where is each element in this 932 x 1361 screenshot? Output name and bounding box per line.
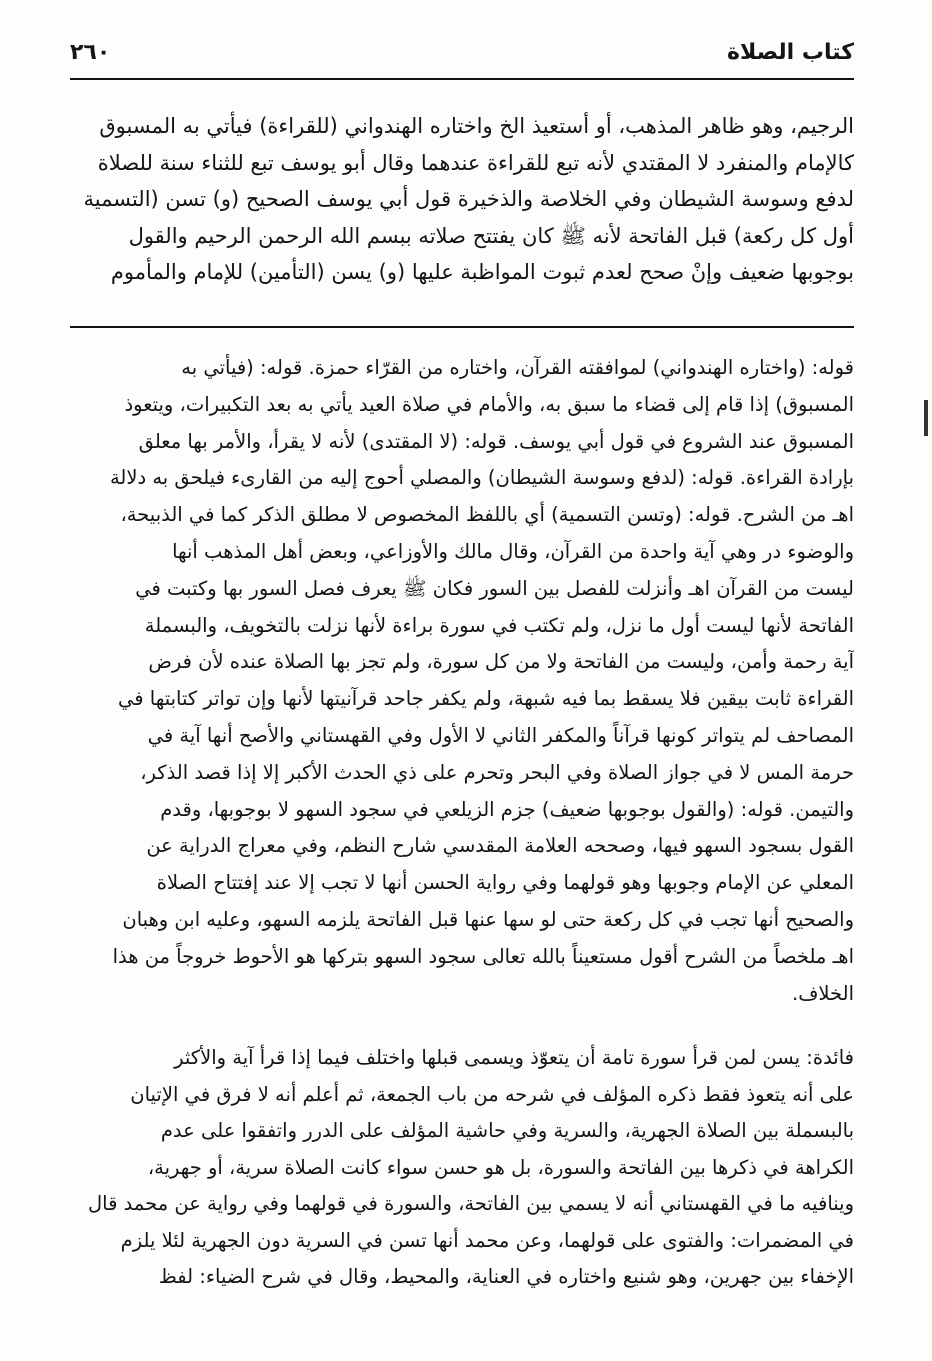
commentary-line: والوضوء در وهي آية واحدة من القرآن، وقال مالك والأوزاعي، وبعض أهل المذهب أنها (172, 539, 854, 563)
commentary-line: المسبوق عند الشروع في قول أبي يوسف. قوله: (لا المقتدى) لأنه لا يقرأ، والأمر بها معلق (138, 429, 854, 453)
commentary-line: اهـ من الشرح. قوله: (وتسن التسمية) أي باللفظ المخصوص لا مطلق الذكر كما في الذبيحة، (120, 503, 854, 527)
main-text (70, 108, 854, 291)
note-line: الإخفاء بين جهرين، وهو شنيع واختاره في العناية، والمحيط، وقال في شرح الضياء: لفظ (158, 1265, 854, 1288)
commentary-line: اهـ ملخصاً من الشرح أقول مستعيناً بالله تعالى سجود السهو بتركها هو الأحوط خروجاً من هذا (112, 944, 854, 968)
chapter-title: كتاب الصلاة (727, 40, 854, 65)
section-divider (70, 326, 854, 328)
commentary-line: الخلاف. (792, 981, 854, 1005)
note-line: فائدة: يسن لمن قرأ سورة تامة أن يتعوّذ ويسمى قبلها واختلف فيما إذا قرأ آية والأكثر (174, 1046, 854, 1069)
main-line: لدفع وسوسة الشيطان وفي الخلاصة والذخيرة قول أبي يوسف الصحيح (و) تسن (التسمية (83, 187, 854, 211)
note-line: الكراهة في ذكرها بين الفاتحة والسورة، بل هو حسن سواء كانت الصلاة سرية، أو جهرية، (147, 1155, 854, 1179)
page-number: ٢٦٠ (70, 40, 111, 65)
commentary-line: المعلي عن الإمام وجوبها وهو قولهما وفي رواية الحسن أنها لا تجب إلا عند إفتتاح الصلاة (156, 871, 854, 895)
commentary-text (70, 350, 854, 1012)
main-line: أول كل ركعة) قبل الفاتحة لأنه ﷺ كان يفتتح صلاته ببسم الله الرحمن الرحيم والقول (128, 223, 854, 248)
commentary-line: قوله: (واختاره الهندواني) لموافقته القرآن، واختاره من القرّاء حمزة. قوله: (فيأتي به (181, 356, 854, 379)
note-text (70, 1040, 854, 1296)
commentary-line: الفاتحة لأنها ليست أول ما نزل، ولم تكتب في سورة براءة لأنها نزلت بالتخويف، والبسملة (144, 613, 854, 637)
commentary-line: والصحيح أنها تجب في كل ركعة حتى لو سها عنها قبل الفاتحة يلزمه السهو، وعليه ابن وهبان (122, 907, 854, 931)
commentary-line: بإرادة القراءة. قوله: (لدفع وسوسة الشيطان) والمصلي أحوج إليه من القارىء فيلحق به دلالة (109, 466, 854, 490)
main-line: بوجوبها ضعيف وإنْ صحح لعدم ثبوت المواظبة عليها (و) يسن (التأمين) للإمام والمأموم (110, 260, 854, 284)
page-edge-mark (924, 400, 928, 436)
main-line: كالإمام والمنفرد لا المقتدي لأنه تبع للقراءة عندهما وقال أبو يوسف تبع للثناء سنة للصلاة (97, 150, 854, 175)
note-line: في المضمرات: والفتوى على قولهما، وعن محمد أنها تسن في السرية دون الجهرية لئلا يلزم (120, 1228, 854, 1252)
note-line: على أنه يتعوذ فقط ذكره المؤلف في شرحه من باب الجمعة، ثم أعلم أنه لا فرق في الإتيان (130, 1082, 854, 1106)
note-line: وينافيه ما في القهستاني أنه لا يسمي بين الفاتحة، والسورة في قولهما وفي رواية عن محمد قال (87, 1192, 854, 1215)
commentary-line: آية رحمة وأمن، وليست من الفاتحة ولا من كل سورة، ولم تجز بها الصلاة عنده لأن فرض (148, 650, 854, 674)
commentary-line: القول بسجود السهو فيها، وصححه العلامة المقدسي شارح النظم، وفي معراج الدراية عن (146, 834, 854, 858)
commentary-line: حرمة المس لا في جواز الصلاة وفي البحر وتحرم على ذي الحدث الأكبر إلا إذا قصد الذكر، (140, 760, 854, 784)
main-line: الرجيم، وهو ظاهر المذهب، أو أستعيذ الخ واختاره الهندواني (للقراءة) فيأتي به المسبوق (99, 114, 854, 138)
page-header (70, 38, 854, 80)
commentary-line: القراءة ثابت بيقين فلا يسقط بما فيه شبهة، ولم يكفر جاحد قرآنيتها لأنها وإن تواتر كتابتها في (118, 687, 854, 711)
note-line: بالبسملة بين الصلاة الجهرية، والسرية وفي حاشية المؤلف على الدرر واتفقوا على عدم (160, 1119, 854, 1142)
commentary-line: المسبوق) إذا قام إلى قضاء ما سبق به، والأمام في صلاة العيد يأتي به بعد التكبيرات، ويتعوذ (124, 392, 854, 416)
commentary-line: ليست من القرآن اهـ وأنزلت للفصل بين السور فكان ﷺ يعرف فصل السور بها وكتبت في (135, 576, 854, 600)
commentary-line: المصاحف لم يتواتر كونها قرآناً والمكفر الثاني لا الأول وفي القهستاني والأصح أنها آية في (147, 723, 854, 747)
commentary-line: والتيمن. قوله: (والقول بوجوبها ضعيف) جزم الزيلعي في سجود السهو لا بوجوبها، وقدم (160, 797, 854, 821)
